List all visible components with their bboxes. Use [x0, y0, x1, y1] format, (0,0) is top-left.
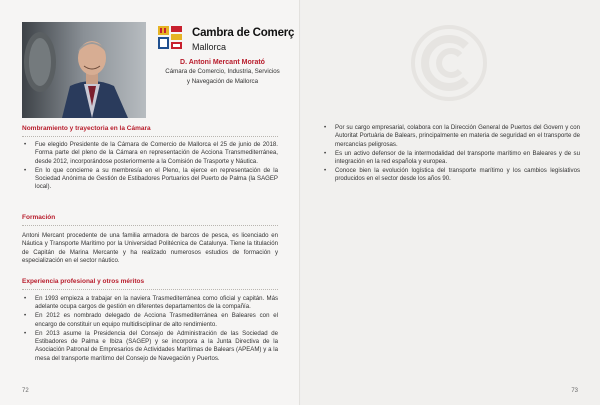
section-divider — [22, 136, 278, 137]
list-item: • Conoce bien la evolución logística del transporte marítimo y los cambios legislativos producidos en el sector desde los años 90. — [322, 167, 580, 184]
education-paragraph: Antoni Mercant procedente de una familia armadora de barcos de pesca, es licenciado en Náutica y Transporte Marítimo por la Universidad Politécnica de Catalunya. Tiene la titulación de Capitán de Marina Mercante y ha realizado numerosos estudios de formación y especialización en el sector náutico. — [22, 232, 278, 264]
chamber-logo-icon — [156, 24, 186, 54]
cc-watermark-icon — [408, 22, 490, 104]
list-item: • Es un activo defensor de la intermodalidad del transporte marítimo en Baleares y de su integración en la red española y europea. — [322, 150, 580, 167]
logo-name: Cambra de Comerç — [192, 27, 295, 39]
portrait-photo — [22, 22, 146, 118]
list-item: • Fue elegido Presidente de la Cámara de Comercio de Mallorca el 25 de junio de 2018. Forma parte del pleno de la Cámara en representación de Acciona Transmediterránea, desde 2012, incorporándose posteriormente a la Comisión de Trasporte y Náutica. — [22, 141, 278, 166]
experience-list — [22, 295, 278, 364]
chamber-logo — [156, 24, 295, 56]
section-divider — [22, 225, 278, 226]
page-gutter — [299, 0, 301, 405]
list-item: • En 2013 asume la Presidencia del Consejo de Administración de las Sociedad de Estibadores de Palma e Ibiza (SAGEP) y se incorpora a la Junta Directiva de la Asociación Patronal de Empresarios de Actividades Marítimas de Balears (APEAM) y a la mesa del transporte marítimo del Consejo de Navegación y Puertos. — [22, 330, 278, 363]
page-number-right: 73 — [571, 388, 578, 394]
logo-subtitle: Mallorca — [192, 42, 227, 52]
list-item: • Por su cargo empresarial, colabora con la Dirección General de Puertos del Govern y con Autoritat Portuària de Balears, principalmente en materia de seguridad en el transporte de mercancías peligrosas. — [322, 124, 580, 149]
right-page-list — [322, 124, 580, 184]
person-name: D. Antoni Mercant Morató — [180, 59, 265, 66]
list-item: • En 2012 es nombrado delegado de Acciona Trasmediterránea en Baleares con el encargo de constituir un equipo multidisciplinar de alto rendimiento. — [22, 312, 278, 329]
list-item: • En lo que concierne a su membresía en el Pleno, la ejerce en representación de la Sociedad Anónima de Gestión de Estibadores Portuarios del Puerto de Palma (la SAGEP local). — [22, 167, 278, 192]
section-title-education: Formación — [22, 214, 56, 221]
section-title-appointment: Nombramiento y trayectoria en la Cámara — [22, 125, 151, 132]
list-item: • En 1993 empieza a trabajar en la naviera Trasmediterránea como oficial y capitán. Más adelante ocupa cargos de gestión en diferentes departamentos de la compañía. — [22, 295, 278, 312]
section-divider — [22, 289, 278, 290]
person-role-line1: Cámara de Comercio, Industria, Servicios — [165, 68, 280, 75]
page-number-left: 72 — [22, 388, 29, 394]
person-caption — [150, 58, 295, 86]
section-title-experience: Experiencia profesional y otros méritos — [22, 278, 145, 285]
appointment-list — [22, 141, 278, 192]
person-role-line2: y Navegación de Mallorca — [186, 77, 259, 85]
